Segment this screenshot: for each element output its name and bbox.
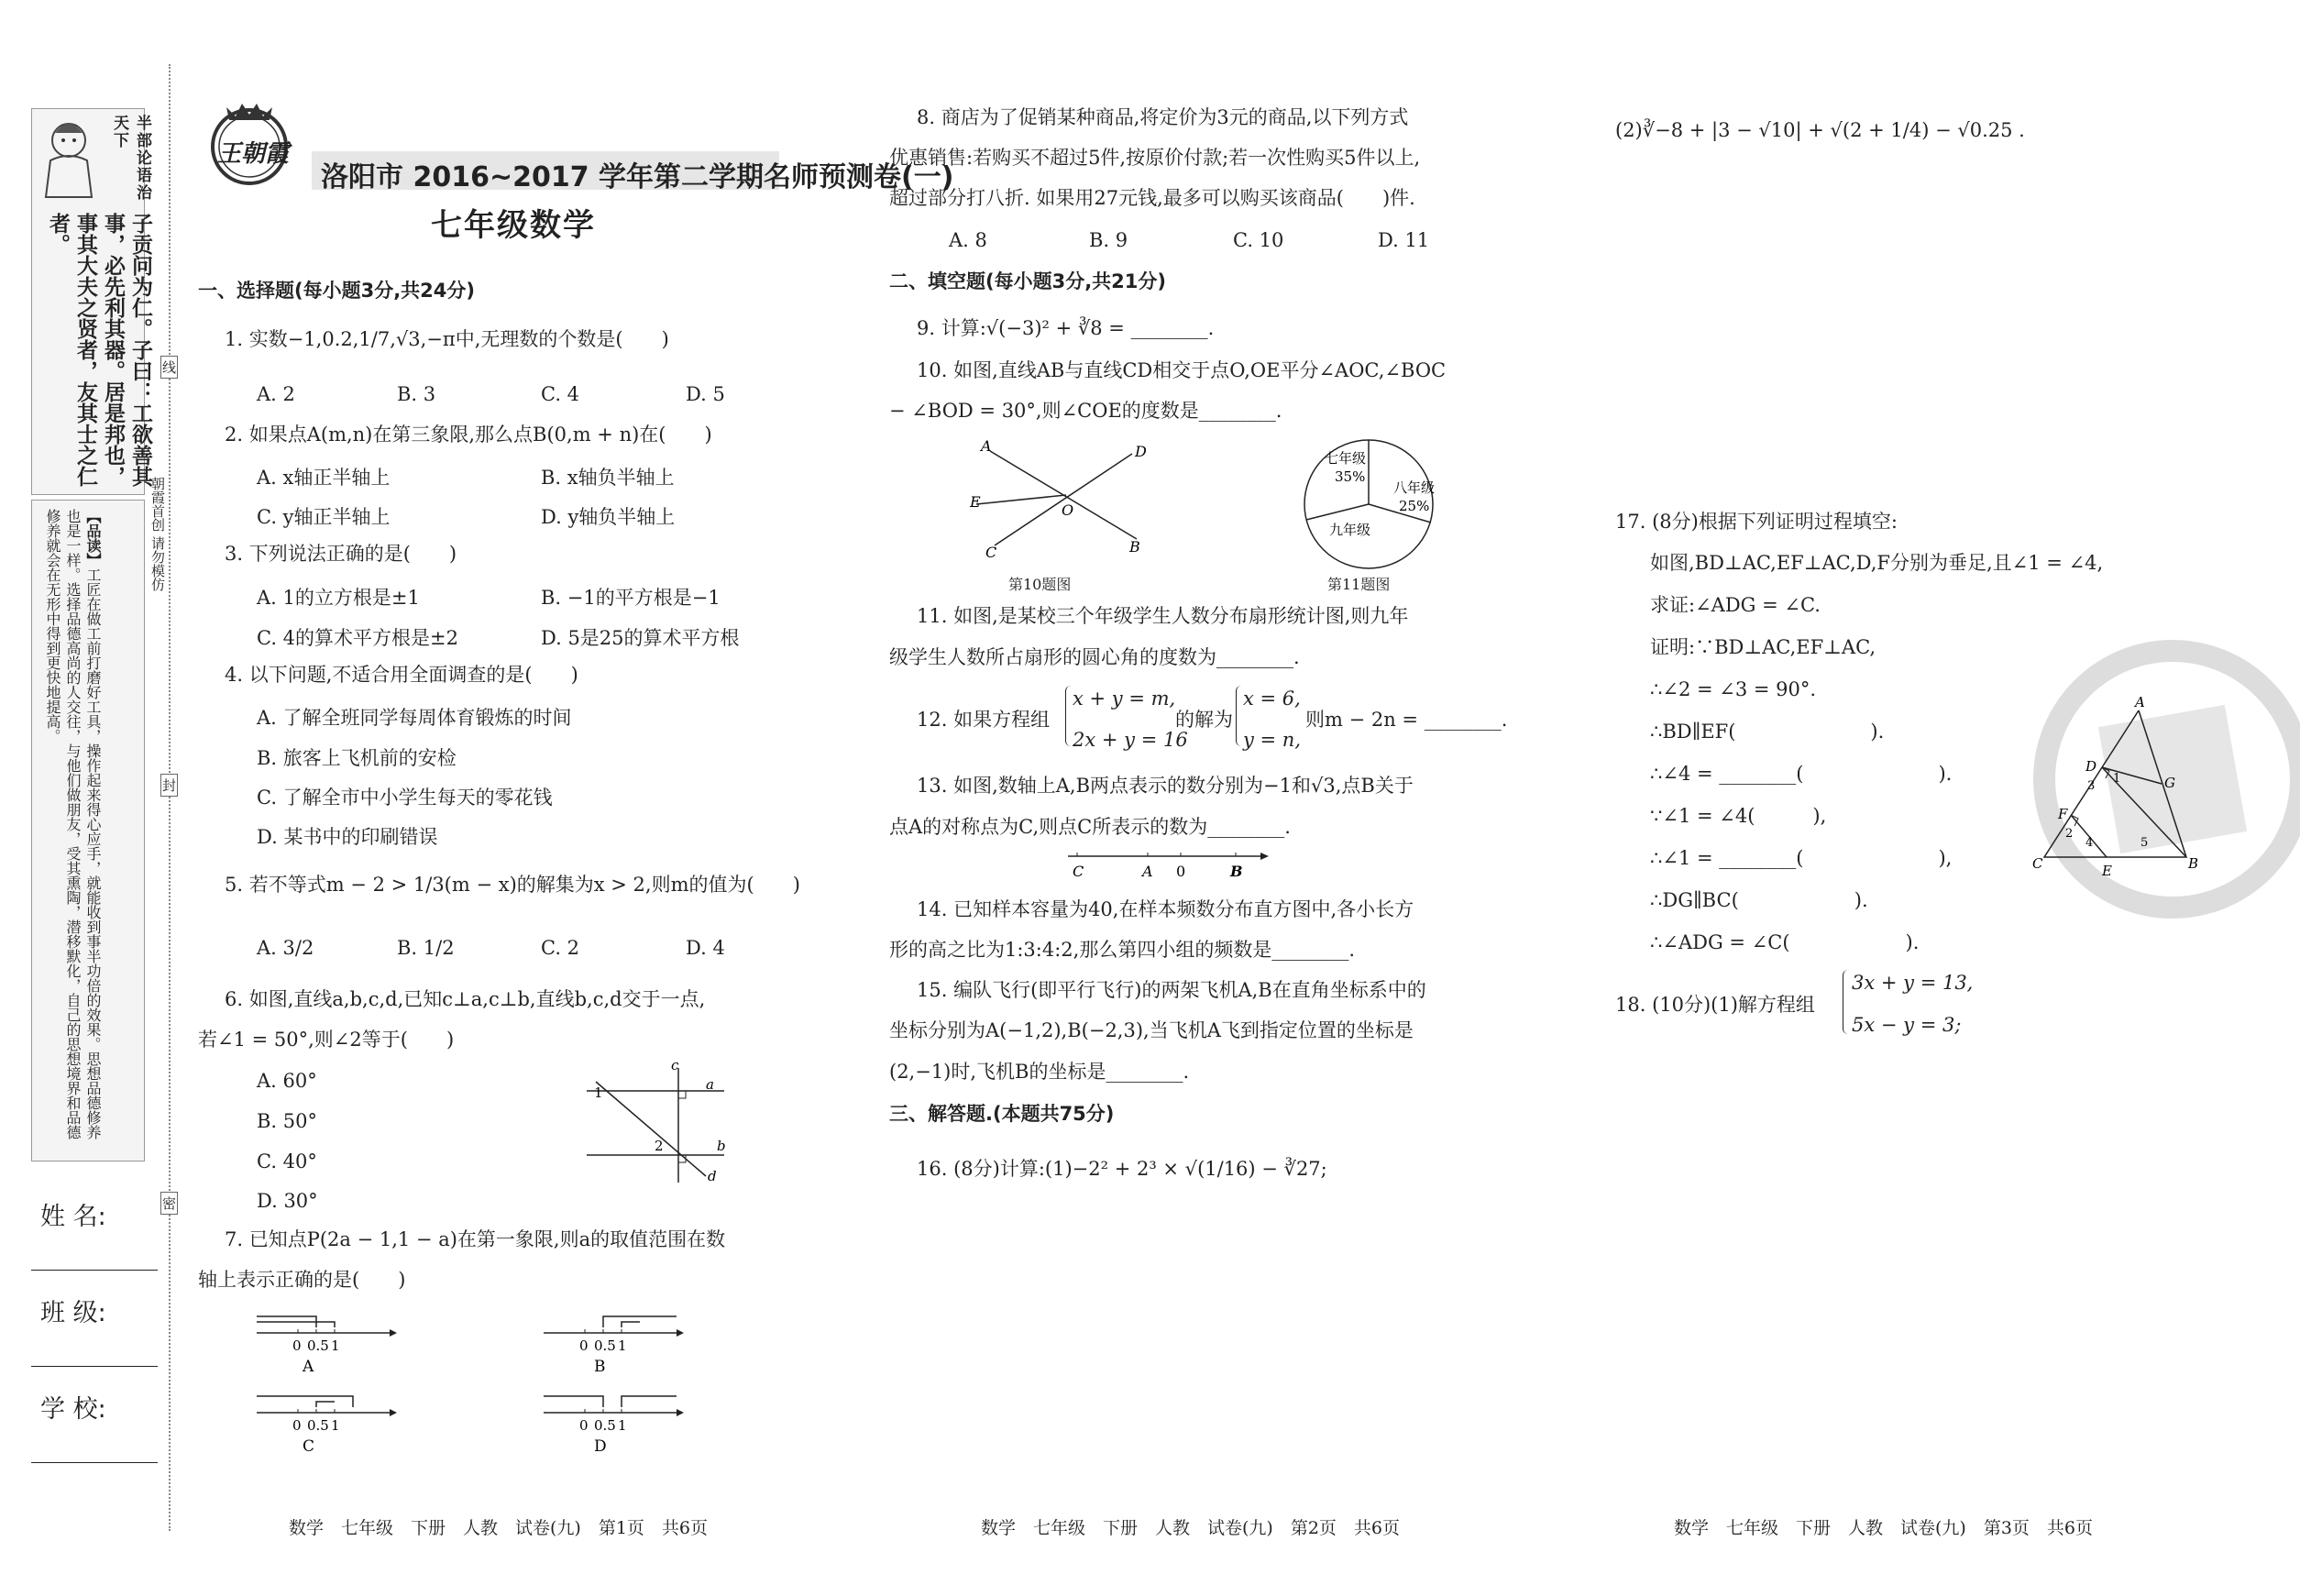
q5: 5. 若不等式m − 2 > 1/3(m − x)的解集为x > 2,则m的值为( ) — [225, 874, 800, 896]
name-field[interactable] — [31, 1270, 158, 1271]
q17-heading: 17. (8分)根据下列证明过程填空: — [1615, 511, 1898, 533]
section-2-heading: 二、填空题(每小题3分,共21分) — [889, 270, 1167, 292]
svg-text:a: a — [706, 1076, 714, 1093]
svg-text:C: C — [2032, 855, 2043, 872]
confucius-figure — [37, 115, 101, 202]
svg-text:B: B — [2188, 855, 2199, 872]
svg-text:E: E — [2102, 863, 2112, 879]
q4-opt-b: B. 旅客上飞机前的安检 — [257, 747, 457, 769]
q17-line-6: ∴∠4 = ________( ). — [1650, 763, 1953, 785]
page-subtitle: 七年级数学 — [431, 207, 596, 244]
svg-text:1: 1 — [594, 1084, 603, 1101]
q7-numline-c — [252, 1380, 399, 1453]
q17-line-5: ∴BD∥EF( ). — [1650, 721, 1885, 743]
svg-text:D: D — [594, 1437, 607, 1453]
pindu-text: 工匠在做工前打磨好工具，操作起来得心应手，就能收到事半功倍的效果。思想品德修养也是一样。选择品德高尚的人交往，与他们做朋友，受其熏陶，潜移默化，自己的思想境界和品德修养就会在无形中得到更快地提高。 — [44, 509, 102, 1139]
q7-numline-d — [539, 1380, 686, 1453]
q6-figure — [578, 1059, 733, 1187]
q6-opt-d: D. 30° — [257, 1190, 318, 1212]
q17-line-2: 求证:∠ADG = ∠C. — [1650, 594, 1821, 616]
q3-opt-d: D. 5是25的算术平方根 — [541, 627, 740, 649]
q18-eq-1: 3x + y = 13, — [1852, 972, 1974, 994]
q8-line-3: 超过部分打八折. 如果用27元钱,最多可以购买该商品( )件. — [889, 187, 1415, 209]
q18-prefix: 18. (10分)(1)解方程组 — [1615, 994, 1815, 1016]
fold-line — [169, 64, 171, 1531]
q18-eq-2: 5x − y = 3; — [1852, 1014, 1962, 1036]
q17-line-10: ∴∠ADG = ∠C( ). — [1650, 931, 1920, 953]
brand-note: 朝霞首创 请勿模仿 — [149, 477, 166, 591]
svg-text:0.5: 0.5 — [594, 1337, 616, 1354]
q6-opt-b: B. 50° — [257, 1110, 318, 1132]
q3: 3. 下列说法正确的是( ) — [225, 543, 457, 565]
q17-line-7: ∵∠1 = ∠4( ), — [1650, 805, 1827, 827]
svg-text:0.5: 0.5 — [594, 1417, 616, 1434]
logo — [194, 96, 314, 188]
section-3-heading: 三、解答题.(本题共75分) — [889, 1103, 1115, 1125]
q6-line-2: 若∠1 = 50°,则∠2等于( ) — [198, 1029, 455, 1051]
q17-line-4: ∴∠2 = ∠3 = 90°. — [1650, 678, 1817, 700]
q14-line-1: 14. 已知样本容量为40,在样本频数分布直方图中,各小长方 — [917, 898, 1414, 920]
svg-text:D: D — [1135, 443, 1147, 460]
q12-sys1-eq2: 2x + y = 16 — [1073, 729, 1188, 751]
pie-label-grade8: 八年级 — [1393, 479, 1436, 496]
svg-text:0: 0 — [292, 1417, 302, 1434]
logo-text: 王朝霞 — [217, 140, 290, 168]
q2: 2. 如果点A(m,n)在第三象限,那么点B(0,m + n)在( ) — [225, 424, 712, 446]
q6-opt-c: C. 40° — [257, 1150, 317, 1172]
footer-page-3: 数学 七年级 下册 人教 试卷(九) 第3页 共6页 — [1674, 1518, 2094, 1538]
svg-text:1: 1 — [331, 1417, 340, 1434]
q1-opt-c: C. 4 — [541, 383, 580, 405]
svg-text:c: c — [671, 1059, 679, 1073]
q7-numline-a — [252, 1300, 399, 1373]
svg-text:C: C — [1073, 863, 1084, 880]
svg-text:0: 0 — [292, 1337, 302, 1354]
fig10-caption: 第10题图 — [1008, 576, 1072, 593]
q15-line-3: (2,−1)时,飞机B的坐标是________. — [889, 1061, 1190, 1083]
section-1-heading: 一、选择题(每小题3分,共24分) — [198, 280, 476, 302]
q13-axis — [1063, 845, 1274, 882]
q17-line-1: 如图,BD⊥AC,EF⊥AC,D,F分别为垂足,且∠1 = ∠4, — [1650, 552, 2104, 574]
q4: 4. 以下问题,不适合用全面调查的是( ) — [225, 664, 578, 686]
q13-line-2: 点A的对称点为C,则点C所表示的数为________. — [889, 816, 1291, 838]
svg-text:b: b — [717, 1138, 726, 1154]
q10-line-1: 10. 如图,直线AB与直线CD相交于点O,OE平分∠AOC,∠BOC — [917, 359, 1447, 381]
q14-line-2: 形的高之比为1:3:4:2,那么第四小组的频数是________. — [889, 939, 1356, 961]
q8-opt-c: C. 10 — [1233, 229, 1284, 251]
fold-mark-3: 密 — [160, 1192, 178, 1215]
q7-line-2: 轴上表示正确的是( ) — [198, 1269, 406, 1291]
footer-page-1: 数学 七年级 下册 人教 试卷(九) 第1页 共6页 — [289, 1518, 709, 1538]
q15-line-2: 坐标分别为A(−1,2),B(−2,3),当飞机A飞到指定位置的坐标是 — [889, 1019, 1414, 1041]
sidebar-motto: 半部论语治天下 — [110, 115, 151, 202]
q5-opt-d: D. 4 — [686, 937, 725, 959]
q16-part-2: (2)∛−8 + |3 − √10| + √(2 + 1/4) − √0.25 . — [1615, 119, 2025, 141]
q2-opt-d: D. y轴负半轴上 — [541, 506, 676, 528]
pindu-label: 【品读】 — [84, 509, 102, 567]
svg-text:A: A — [1142, 863, 1153, 880]
class-label: 班 级: — [40, 1299, 106, 1327]
svg-text:2: 2 — [655, 1138, 664, 1154]
svg-text:C: C — [985, 544, 997, 559]
q2-opt-a: A. x轴正半轴上 — [257, 467, 391, 489]
q6-line-1: 6. 如图,直线a,b,c,d,已知c⊥a,c⊥b,直线b,c,d交于一点, — [225, 988, 706, 1010]
q1-opt-b: B. 3 — [397, 383, 436, 405]
q10-figure — [963, 431, 1155, 559]
q11-pie-figure — [1300, 435, 1456, 573]
svg-text:4: 4 — [2085, 836, 2094, 850]
q13-line-1: 13. 如图,数轴上A,B两点表示的数分别为−1和√3,点B关于 — [917, 775, 1414, 797]
q7-numline-b — [539, 1300, 686, 1373]
name-label: 姓 名: — [40, 1203, 106, 1231]
q17-line-9: ∴DG∥BC( ). — [1650, 889, 1868, 911]
page-title: 洛阳市 2016~2017 学年第二学期名师预测卷(一) — [321, 161, 954, 193]
fold-mark-1: 线 — [160, 356, 178, 379]
q12-sys2-eq1: x = 6, — [1243, 688, 1301, 710]
q2-opt-b: B. x轴负半轴上 — [541, 467, 675, 489]
svg-text:B: B — [1230, 863, 1243, 880]
pie-value-grade7: 35% — [1335, 468, 1366, 485]
pie-label-grade7: 七年级 — [1325, 450, 1367, 467]
q1-opt-a: A. 2 — [257, 383, 295, 405]
q3-opt-c: C. 4的算术平方根是±2 — [257, 627, 458, 649]
svg-text:3: 3 — [2087, 779, 2096, 793]
pie-label-grade9: 九年级 — [1329, 522, 1371, 538]
q8-opt-a: A. 8 — [949, 229, 987, 251]
svg-text:0: 0 — [579, 1417, 589, 1434]
svg-text:E: E — [970, 493, 981, 511]
q6-opt-a: A. 60° — [257, 1070, 317, 1092]
q1-opt-d: D. 5 — [686, 383, 725, 405]
q4-opt-a: A. 了解全班同学每周体育锻炼的时间 — [257, 707, 572, 729]
svg-text:A: A — [303, 1358, 314, 1373]
q17-line-8: ∴∠1 = ________( ), — [1650, 847, 1953, 869]
svg-text:1: 1 — [2113, 772, 2121, 786]
school-field[interactable] — [31, 1462, 158, 1463]
q8-line-2: 优惠销售:若购买不超过5件,按原价付款;若一次性购买5件以上, — [889, 147, 1421, 169]
sidebar-quote: 子贡问为仁。子曰：工欲善其事，必先利其器。居是邦也，事其大夫之贤者，友其士之仁者。 — [46, 213, 152, 487]
q3-opt-b: B. −1的平方根是−1 — [541, 587, 721, 609]
svg-text:A: A — [2135, 694, 2145, 710]
q8-opt-d: D. 11 — [1378, 229, 1430, 251]
svg-text:0: 0 — [579, 1337, 589, 1354]
q12-mid: 的解为 — [1175, 709, 1233, 731]
svg-text:F: F — [2058, 806, 2068, 822]
q17-figure — [2030, 692, 2205, 885]
q11-line-2: 级学生人数所占扇形的圆心角的度数为________. — [889, 646, 1300, 668]
svg-text:d: d — [708, 1168, 717, 1184]
fig11-caption: 第11题图 — [1327, 576, 1391, 593]
svg-text:0.5: 0.5 — [307, 1417, 329, 1434]
q16-part-1: 16. (8分)计算:(1)−2² + 2³ × √(1/16) − ∛27; — [917, 1158, 1327, 1180]
class-field[interactable] — [31, 1366, 158, 1367]
svg-text:2: 2 — [2065, 827, 2074, 841]
svg-text:D: D — [2085, 758, 2097, 775]
svg-text:B: B — [1129, 538, 1140, 556]
q7-line-1: 7. 已知点P(2a − 1,1 − a)在第一象限,则a的取值范围在数 — [225, 1228, 726, 1250]
footer-page-2: 数学 七年级 下册 人教 试卷(九) 第2页 共6页 — [981, 1518, 1401, 1538]
line-d — [596, 1082, 706, 1176]
q9: 9. 计算:√(−3)² + ∛8 = ________. — [917, 317, 1215, 339]
svg-text:G: G — [2164, 775, 2175, 791]
sidebar-pindu — [42, 509, 103, 1150]
q5-opt-b: B. 1/2 — [397, 937, 455, 959]
q18-brace — [1843, 970, 1851, 1034]
q1: 1. 实数−1,0.2,1/7,√3,−π中,无理数的个数是( ) — [225, 328, 669, 350]
q12-sys2-eq2: y = n, — [1243, 729, 1302, 751]
q17-line-3: 证明:∵BD⊥AC,EF⊥AC, — [1650, 636, 1876, 658]
q12-suffix: 则m − 2n = ________. — [1305, 709, 1508, 731]
svg-text:5: 5 — [2140, 836, 2149, 850]
svg-text:0: 0 — [1176, 863, 1186, 880]
q12-sys1-eq1: x + y = m, — [1073, 688, 1176, 710]
svg-text:1: 1 — [331, 1337, 340, 1354]
q3-opt-a: A. 1的立方根是±1 — [257, 587, 420, 609]
svg-text:0.5: 0.5 — [307, 1337, 329, 1354]
fold-mark-2: 封 — [160, 774, 178, 797]
q11-line-1: 11. 如图,是某校三个年级学生人数分布扇形统计图,则九年 — [917, 605, 1409, 627]
q2-opt-c: C. y轴正半轴上 — [257, 506, 391, 528]
q8-opt-b: B. 9 — [1089, 229, 1128, 251]
q8-line-1: 8. 商店为了促销某种商品,将定价为3元的商品,以下列方式 — [917, 106, 1409, 128]
q12-prefix: 12. 如果方程组 — [917, 709, 1051, 731]
q5-opt-a: A. 3/2 — [257, 937, 314, 959]
school-label: 学 校: — [40, 1395, 106, 1424]
q4-opt-c: C. 了解全市中小学生每天的零花钱 — [257, 787, 553, 809]
pie-value-grade8: 25% — [1399, 498, 1430, 514]
svg-text:O: O — [1062, 501, 1074, 519]
q10-line-2: − ∠BOD = 30°,则∠COE的度数是________. — [889, 400, 1282, 422]
svg-text:A: A — [981, 437, 992, 455]
q5-opt-c: C. 2 — [541, 937, 580, 959]
svg-text:C: C — [303, 1437, 315, 1453]
q15-line-1: 15. 编队飞行(即平行飞行)的两架飞机A,B在直角坐标系中的 — [917, 979, 1426, 1001]
svg-text:1: 1 — [618, 1337, 627, 1354]
svg-text:B: B — [594, 1358, 606, 1373]
q4-opt-d: D. 某书中的印刷错误 — [257, 826, 438, 848]
svg-text:1: 1 — [618, 1417, 627, 1434]
